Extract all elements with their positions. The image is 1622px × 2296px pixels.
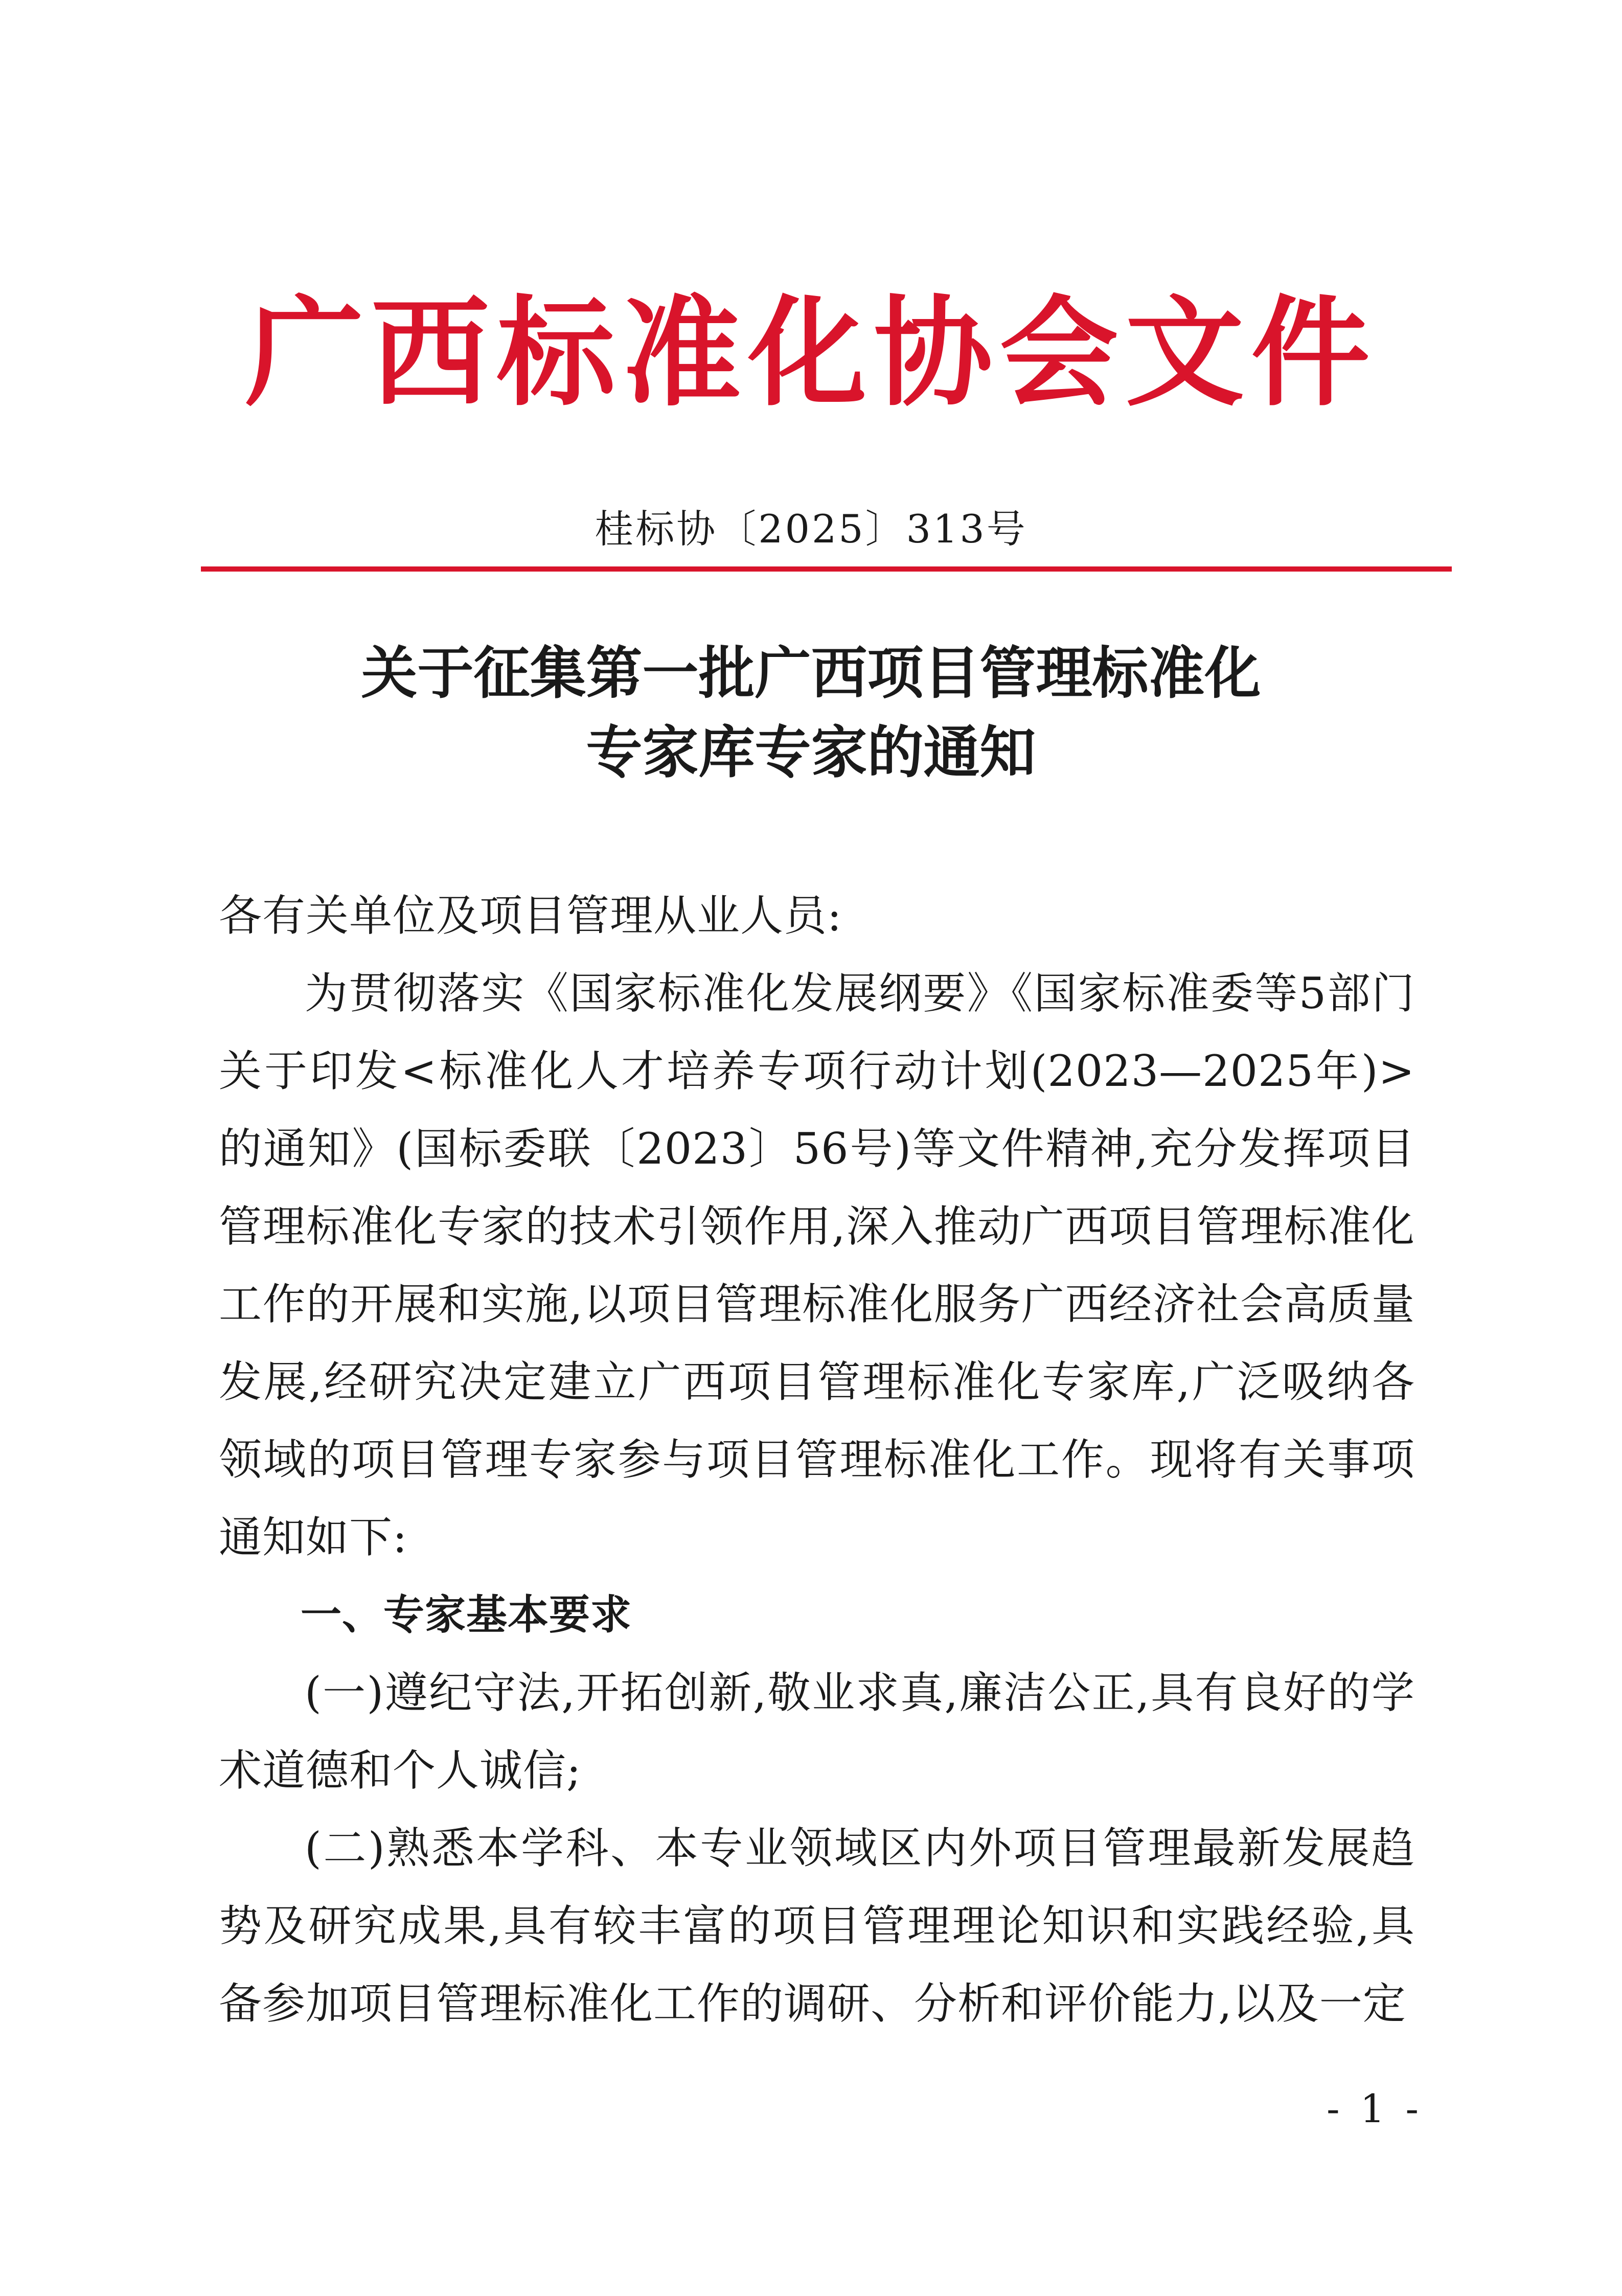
body-paragraph-1: 为贯彻落实《国家标准化发展纲要》《国家标准委等5部门关于印发<标准化人才培养专项行动计划(2023—2025年)>的通知》(国标委联〔2023〕56号)等文件精神,充分发挥项目管理标准化专家的技术引领作用,深入推动广西项目管理标准化工作的开展和实施,以项目管理标准化服务广西经济社会高质量发展,经研究决定建立广西项目管理标准化专家库,广泛吸纳各领域的项目管理专家参与项目管理标准化工作。现将有关事项通知如下: (219, 968, 1415, 1562)
document-number: 桂标协〔2025〕313号 (595, 506, 1027, 552)
red-divider-line (201, 566, 1452, 572)
notice-title-line-2: 专家库专家的通知 (586, 720, 1036, 785)
section-heading-1: 一、专家基本要求 (301, 1591, 632, 1639)
notice-body (219, 877, 1415, 2042)
requirement-item-2: (二)熟悉本学科、本专业领域区内外项目管理最新发展趋势及研究成果,具有较丰富的项目管理理论知识和实践经验,具备参加项目管理标准化工作的调研、分析和评价能力,以及一定 (219, 1823, 1415, 2029)
requirement-item-1: (一)遵纪守法,开拓创新,敬业求真,廉洁公正,具有良好的学术道德和个人诚信; (219, 1668, 1415, 1795)
notice-title-line-1: 关于征集第一批广西项目管理标准化 (361, 641, 1261, 706)
page-number: - 1 - (1326, 2086, 1423, 2131)
org-header-title: 广西标准化协会文件 (245, 283, 1377, 422)
salutation: 各有关单位及项目管理从业人员: (219, 891, 842, 941)
notice-title (0, 634, 1622, 792)
